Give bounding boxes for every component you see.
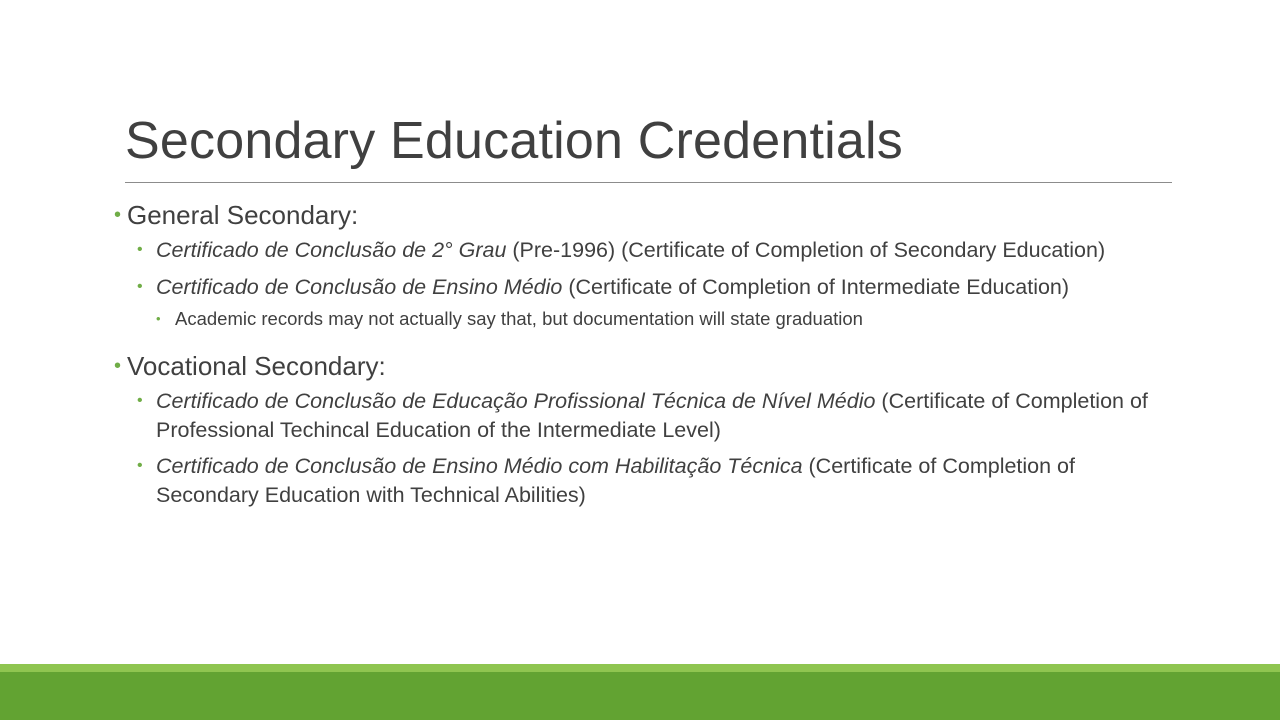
bullet-icon: • bbox=[156, 311, 161, 326]
credential-description: (Certificate of Completion of Intermediate Education) bbox=[562, 274, 1070, 299]
section-items-vocational bbox=[114, 387, 1174, 509]
section-heading-text: General Secondary: bbox=[127, 200, 359, 230]
section-heading-text: Vocational Secondary: bbox=[127, 351, 386, 381]
bullet-icon: • bbox=[137, 277, 143, 295]
list-item bbox=[137, 236, 1174, 265]
section-items-general bbox=[114, 236, 1174, 331]
slide-content bbox=[114, 198, 1174, 517]
bullet-icon: • bbox=[137, 392, 143, 409]
bullet-icon: • bbox=[137, 457, 143, 474]
list-item bbox=[137, 387, 1174, 444]
credential-description: (Certificate of Completion of Secondary Education with Technical Abilities) bbox=[156, 454, 1075, 507]
credential-name-portuguese: Certificado de Conclusão de 2° Grau bbox=[156, 238, 507, 262]
credential-name-portuguese: Certificado de Conclusão de Ensino Médio bbox=[156, 274, 563, 299]
bullet-icon: • bbox=[114, 355, 122, 377]
title-divider bbox=[125, 182, 1172, 183]
list-item bbox=[137, 273, 1174, 302]
slide-title: Secondary Education Credentials bbox=[125, 112, 903, 170]
bullet-icon: • bbox=[114, 204, 122, 226]
list-item bbox=[137, 452, 1174, 509]
bullet-icon: • bbox=[137, 241, 143, 258]
sub-item-text: Academic records may not actually say that, but documentation will state graduation bbox=[175, 308, 863, 329]
section-heading-vocational bbox=[114, 349, 1174, 383]
footer-band-light bbox=[0, 664, 1280, 672]
credential-name-portuguese: Certificado de Conclusão de Educação Profissional Técnica de Nível Médio bbox=[156, 389, 876, 413]
credential-name-portuguese: Certificado de Conclusão de Ensino Médio com Habilitação Técnica bbox=[156, 454, 803, 478]
credential-description: (Pre-1996) (Certificate of Completion of Secondary Education) bbox=[506, 238, 1106, 262]
credential-description: (Certificate of Completion of Professional Techincal Education of the Intermediate Level) bbox=[156, 389, 1148, 442]
footer-band-dark bbox=[0, 672, 1280, 720]
section-heading-general bbox=[114, 198, 1174, 232]
sub-list-item bbox=[156, 307, 1174, 331]
